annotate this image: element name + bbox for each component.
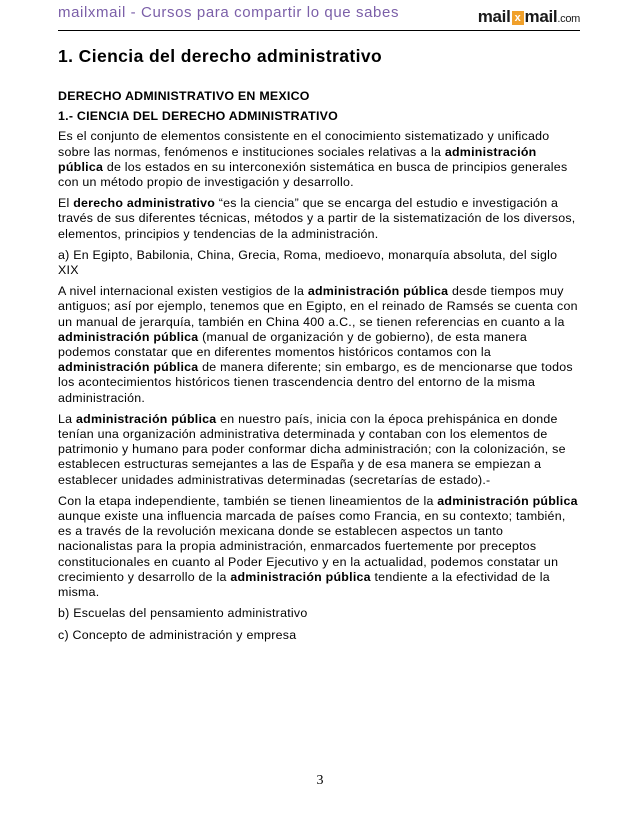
document-body [58,89,580,649]
text-run: aunque existe una influencia marcada de países como Francia, en su contexto; también, es a través de la revolución mexicana donde se establecen aspectos un tanto nacionalistas para la propia administración, enmarcados fuertemente por preceptos constitucionales en cuanto al Poder Ejecutivo y en la actualidad, podemos constatar un crecimiento y desarrollo de la [58,509,566,584]
bold-term: administración pública [58,360,199,375]
text-run: El [58,196,74,211]
bold-term: administración pública [307,284,449,299]
text-run: a) En Egipto, Babilonia, China, Grecia, Roma, medioevo, monarquía absoluta, del siglo XIX [58,247,558,278]
text-run: de los estados en su interconexión sistemática en busca de principios generales con un método propio de investigación y desarrollo. [58,159,568,190]
site-title: mailxmail - Cursos para compartir lo que sabes [58,4,400,21]
bold-term: administración pública [437,493,578,508]
text-run: (manual de organización y de gobierno), de esta manera podemos constatar que en diferentes momentos históricos contamos con la [58,329,527,360]
paragraph [58,606,580,621]
header-divider [58,30,580,31]
paragraph [58,248,580,278]
text-run: en nuestro país, inicia con la época prehispánica en donde tenían una organización administrativa determinada y contaban con los elementos de patrimonio y humano para poder conformar dicha administración; con la colonización, se establecen estructuras semejantes a las de España y de esa manera se empiezan a establecer unidades administrativas determinadas (secretarías de estado).- [58,411,566,487]
paragraph [58,284,580,406]
text-run: tendiente a la efectividad de la misma. [58,569,550,600]
paragraph-list [58,129,580,642]
logo-text-mail-2: mail [524,7,558,26]
text-run: de manera diferente; sin embargo, es de mencionarse que todos los acontecimientos históricos tienen trascendencia dentro del entorno de la misma administración. [58,360,573,405]
text-run: c) Concepto de administración y empresa [58,627,297,642]
text-run: Con la etapa independiente, también se tienen lineamientos de la [58,493,438,508]
paragraph [58,494,580,600]
paragraph [58,412,580,488]
bold-term: administración pública [58,329,199,344]
bold-term: derecho administrativo [73,196,216,211]
bold-term: administración pública [230,569,371,584]
text-run: Es el conjunto de elementos consistente en el conocimiento sistematizado y unificado sobre las normas, fenómenos e instituciones sociales relativas a la [58,129,550,159]
bold-term: administración pública [58,144,537,174]
logo-domain: .com [557,13,580,25]
page-number: 3 [316,773,324,788]
paragraph [58,628,580,643]
logo-text-mail: mail [477,7,511,26]
paragraph [58,196,580,242]
logo-x-mark: x [512,11,524,25]
text-run: desde tiempos muy antiguos; así por ejemplo, tenemos que en Egipto, en el reinado de Ramsés se cuenta con un manual de jerarquía, también en China 400 a.C., se tienen referencias en cuanto a la [58,284,578,329]
section-heading: DERECHO ADMINISTRATIVO EN MEXICO [58,89,310,103]
text-run: La [58,411,76,426]
bold-term: administración pública [75,411,217,426]
subsection-heading: 1.- CIENCIA DEL DERECHO ADMINISTRATIVO [58,109,339,124]
page-title: 1. Ciencia del derecho administrativo [58,46,383,66]
paragraph [58,129,580,190]
page-header [58,0,580,30]
text-run: A nivel internacional existen vestigios de la [58,284,308,299]
mailxmail-logo[interactable] [478,7,580,27]
text-run: “es la ciencia” que se encarga del estudio e investigación a través de sus diferentes técnicas, métodos y a partir de la sistematización de los diversos, elementos, principios y tendencias de la administración. [58,196,576,241]
text-run: b) Escuelas del pensamiento administrativo [58,606,308,621]
